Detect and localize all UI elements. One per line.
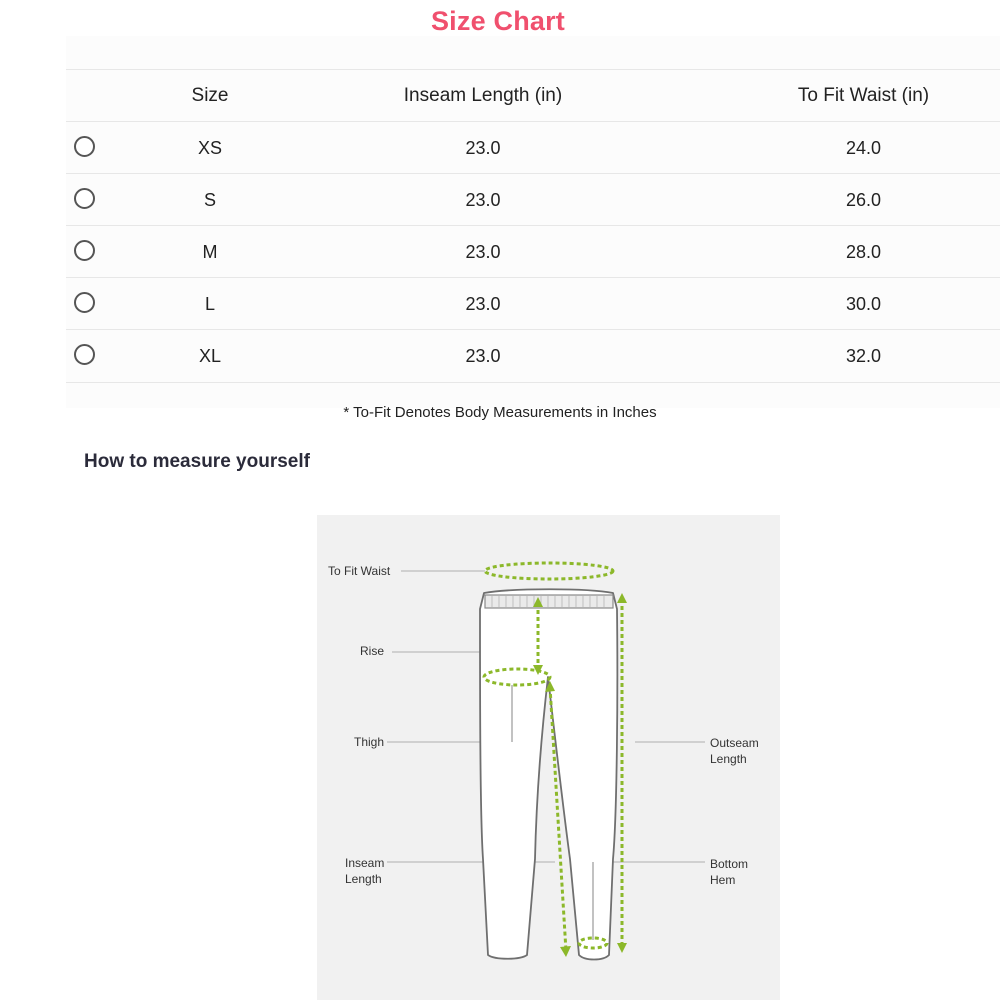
waist-cell: 28.0 (845, 242, 882, 262)
size-cell: L (204, 294, 215, 314)
size-radio-l[interactable] (74, 292, 95, 313)
header-inseam-length: Inseam Length (in) (403, 85, 563, 106)
page-title: Size Chart (430, 6, 566, 36)
label-rise: Rise (360, 644, 385, 658)
table-row[interactable] (66, 173, 1000, 226)
size-radio-xl[interactable] (74, 344, 95, 365)
measurement-diagram (317, 515, 780, 1000)
size-cell: S (203, 190, 216, 210)
label-outseam-length: Outseam Length (710, 736, 759, 766)
size-radio-s[interactable] (74, 188, 95, 209)
label-inseam-length: Inseam Length (345, 856, 385, 886)
waist-cell: 26.0 (845, 190, 882, 210)
label-to-fit-waist: To Fit Waist (328, 564, 391, 578)
waist-cell: 32.0 (845, 346, 882, 366)
table-row[interactable] (66, 277, 1000, 330)
how-to-measure-heading: How to measure yourself (84, 451, 310, 472)
size-cell: M (202, 242, 218, 262)
inseam-cell: 23.0 (465, 190, 501, 210)
header-size: Size (191, 85, 229, 106)
inseam-cell: 23.0 (465, 242, 501, 262)
table-row[interactable] (66, 121, 1000, 174)
size-cell: XS (197, 138, 222, 158)
waist-cell: 30.0 (845, 294, 882, 314)
table-row[interactable] (66, 225, 1000, 278)
size-radio-xs[interactable] (74, 136, 95, 157)
size-cell: XL (198, 346, 222, 366)
table-row[interactable] (66, 329, 1000, 383)
inseam-cell: 23.0 (465, 138, 501, 158)
label-bottom-hem: Bottom Hem (710, 857, 749, 887)
waist-cell: 24.0 (845, 138, 882, 158)
inseam-cell: 23.0 (465, 294, 501, 314)
inseam-cell: 23.0 (465, 346, 501, 366)
size-radio-m[interactable] (74, 240, 95, 261)
table-header-row (66, 69, 1000, 122)
header-to-fit-waist: To Fit Waist (in) (797, 85, 930, 106)
measurement-note: * To-Fit Denotes Body Measurements in Inches (343, 404, 657, 421)
label-thigh: Thigh (354, 735, 385, 749)
